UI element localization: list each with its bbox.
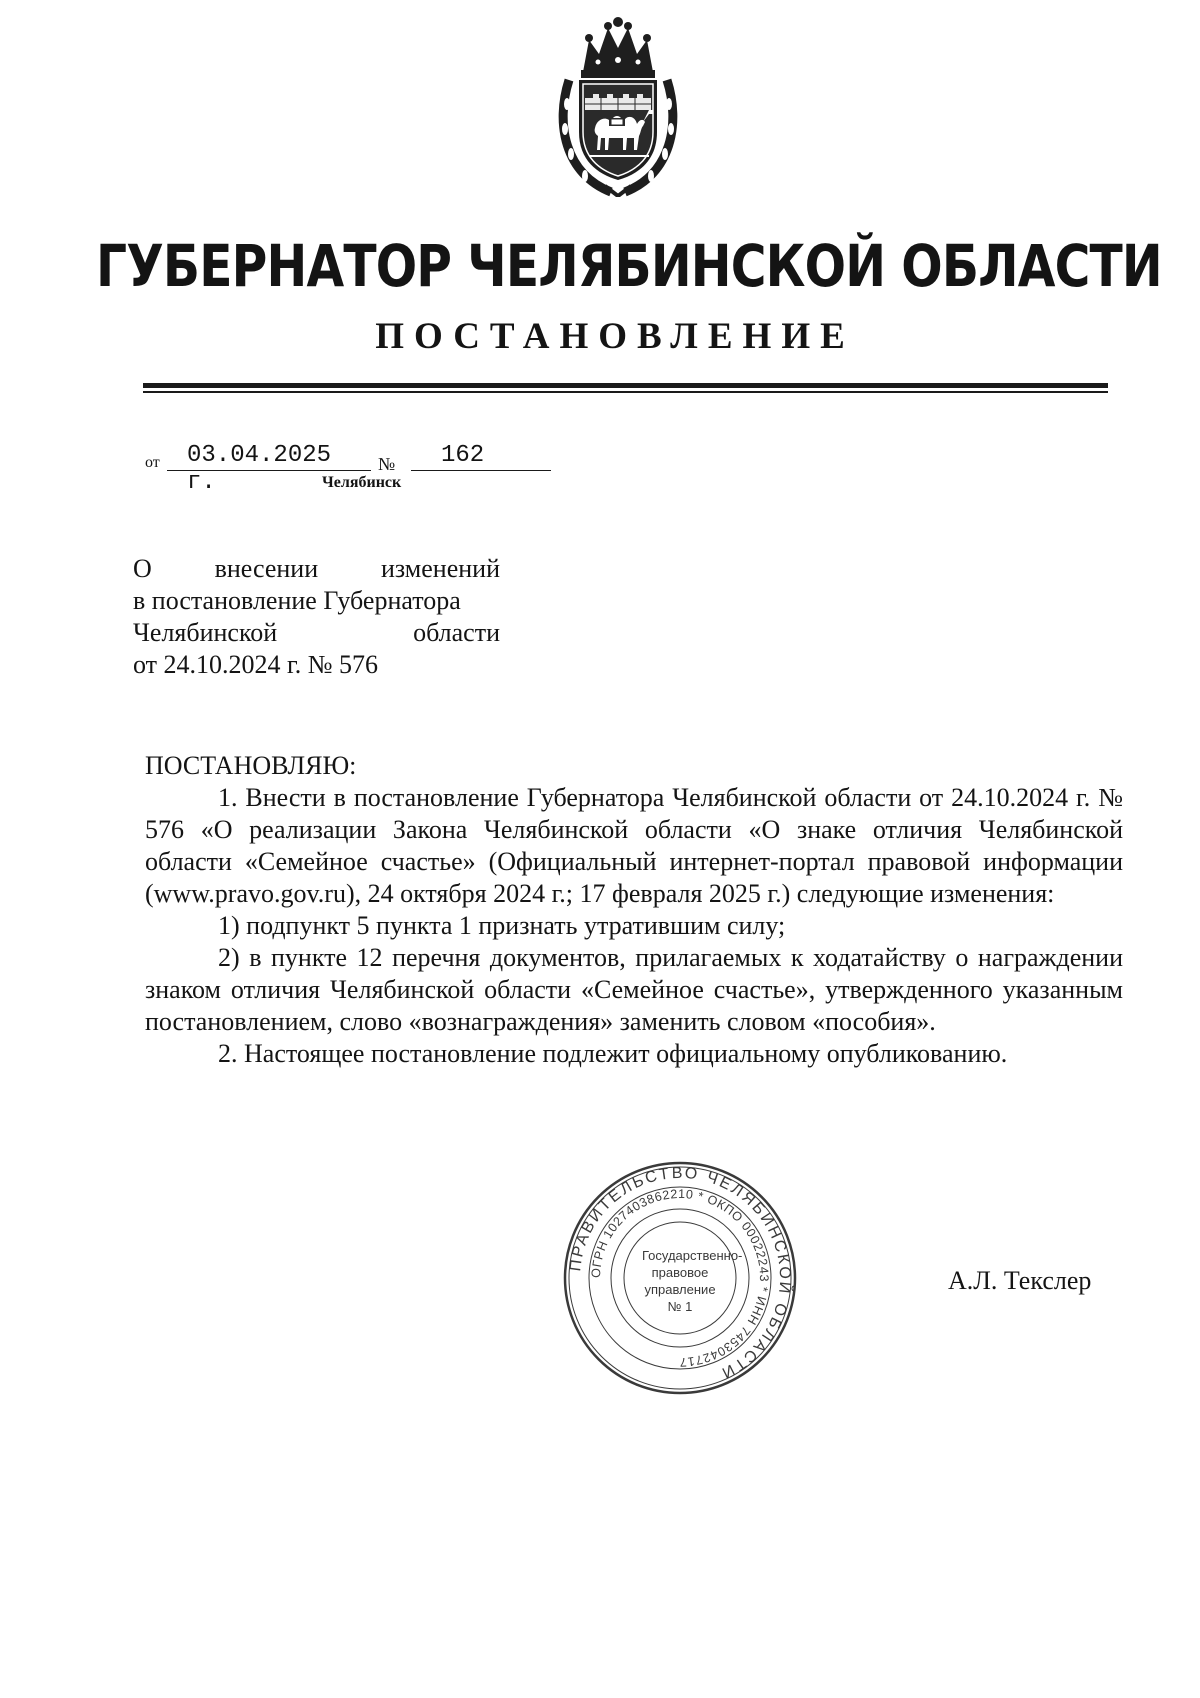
header-divider-thin: [143, 391, 1108, 393]
seal-outer-ring-text: ПРАВИТЕЛЬСТВО ЧЕЛЯБИНСКОЙ ОБЛАСТИ: [567, 1164, 794, 1383]
date-prefix-label: от: [145, 454, 160, 471]
subject-line: от 24.10.2024 г. № 576: [133, 650, 379, 679]
document-subject: [133, 553, 500, 681]
number-prefix-label: №: [378, 454, 396, 474]
subject-line: О внесении изменений: [133, 554, 500, 583]
signer-name: А.Л. Текслер: [948, 1266, 1092, 1295]
paragraph-1: 1. Внести в постановление Губернатора Челябинской области от 24.10.2024 г. № 576 «О реализации Закона Челябинской области «О знаке отличия Челябинской области «Семейное счастье» (Официальный интернет-портал правовой информации (www.pravo.gov.ru), 24 октября 2024 г.; 17 февраля 2025 г.) следующие изменения:: [145, 783, 1123, 908]
subject-line: Челябинской области: [133, 618, 500, 647]
seal-center-line: № 1: [667, 1299, 693, 1314]
document-type-title: ПОСТАНОВЛЕНИЕ: [375, 316, 855, 357]
seal-center-line: управление: [644, 1282, 716, 1297]
document-body: [145, 750, 1123, 1070]
decree-heading: ПОСТАНОВЛЯЮ:: [145, 751, 357, 780]
seal-center-line: Государственно-: [642, 1248, 743, 1263]
seal-center-text: [642, 1247, 743, 1315]
seal-inner-ring-text: ОГРН 1027403862210 * ОКПО 00022243 * ИНН 7453042717: [588, 1186, 772, 1370]
document-number: 162: [441, 442, 485, 469]
issuing-authority-title: ГУБЕРНАТОР ЧЕЛЯБИНСКОЙ ОБЛАСТИ: [96, 232, 1162, 300]
subparagraph-1-1: 1) подпункт 5 пункта 1 признать утратившим силу;: [218, 911, 786, 940]
chelyabinsk-coat-of-arms-icon: [553, 14, 683, 197]
number-underline: [411, 470, 551, 471]
subparagraph-1-2: 2) в пункте 12 перечня документов, прилагаемых к ходатайству о награждении знаком отличия Челябинской области «Семейное счастье», утвержденного указанным постановлением, слово «вознаграждения» заменить словом «пособия».: [145, 943, 1123, 1036]
paragraph-2: 2. Настоящее постановление подлежит официальному опубликованию.: [218, 1039, 1008, 1068]
seal-center-line: правовое: [651, 1265, 709, 1280]
subject-line: в постановление Губернатора: [133, 586, 461, 615]
issue-city: Челябинск: [322, 474, 402, 491]
header-divider-thick: [143, 383, 1108, 388]
document-date: 03.04.2025 г.: [187, 442, 332, 496]
